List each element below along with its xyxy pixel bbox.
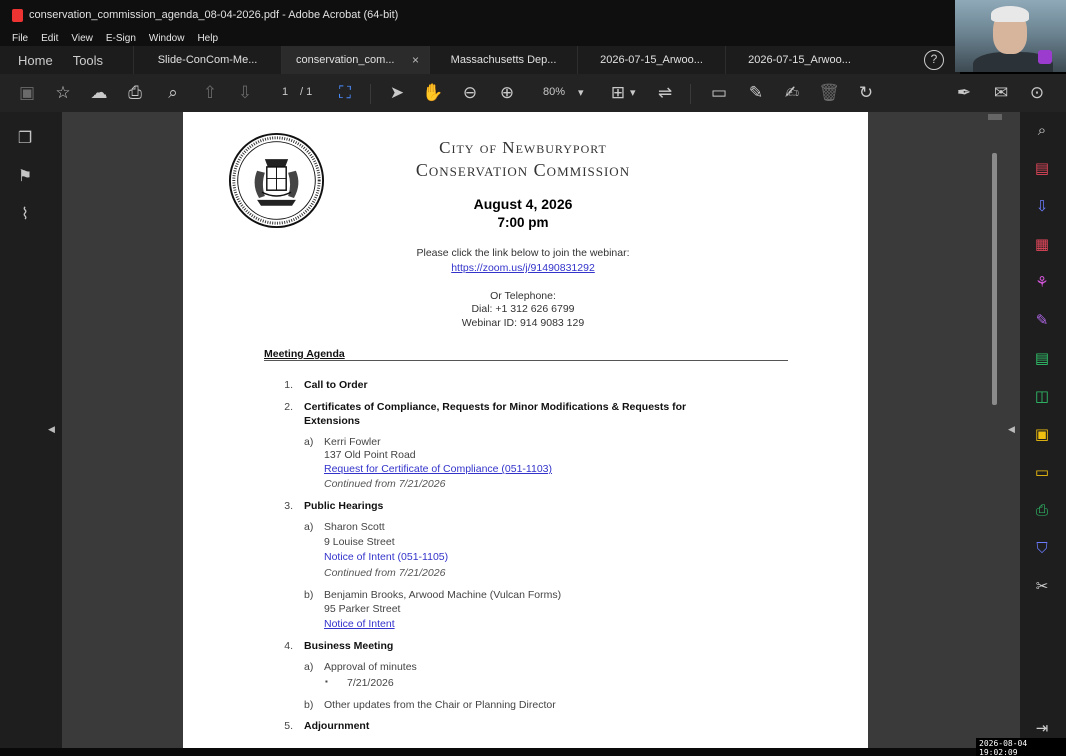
pdf-page — [183, 112, 868, 752]
sub-item-letter: b) — [304, 699, 314, 711]
search-tool-icon[interactable]: ⌕ — [1037, 122, 1047, 139]
org-name-line2: Conservation Commission — [415, 160, 631, 180]
agenda-item-title: Call to Order — [304, 379, 368, 391]
sub-item-letter: b) — [304, 589, 314, 601]
agenda-divider — [264, 360, 788, 361]
shield-icon[interactable]: ⛉ — [1036, 540, 1048, 557]
tab-label: conservation_com... — [296, 54, 395, 66]
menu-edit[interactable]: Edit — [41, 32, 59, 44]
comment-tool-icon[interactable]: ▭ — [1034, 464, 1050, 481]
more-tools-icon[interactable]: ✂ — [1035, 578, 1049, 595]
agenda-item-number: 5. — [284, 720, 293, 732]
create-pdf-icon[interactable]: ▤ — [1034, 160, 1050, 177]
or-telephone: Or Telephone: — [490, 290, 556, 302]
menu-window[interactable]: Window — [148, 32, 185, 44]
next-page-icon[interactable]: ⇩ — [237, 83, 253, 102]
title-bar — [0, 0, 960, 30]
scrolling-mode-icon[interactable]: ⇌ — [657, 83, 673, 102]
bookmarks-icon[interactable]: ⚑ — [17, 168, 33, 185]
menu-bar — [0, 30, 960, 46]
agenda-item-number: 4. — [284, 640, 293, 652]
continued-note: Continued from 7/21/2026 — [324, 567, 446, 579]
agenda-item-title-cont: Extensions — [304, 415, 361, 427]
tab-document-3[interactable]: Massachusetts Dep... — [429, 46, 577, 74]
zoom-search-icon[interactable]: ⌕ — [168, 83, 178, 102]
applicant-address: 137 Old Point Road — [324, 449, 416, 461]
webinar-link[interactable]: https://zoom.us/j/91490831292 — [451, 262, 595, 274]
help-icon[interactable]: ? — [924, 50, 944, 70]
collapse-left-icon[interactable]: ◀ — [48, 424, 55, 434]
continued-note: Continued from 7/21/2026 — [324, 478, 446, 490]
approval-of-minutes: Approval of minutes — [324, 661, 417, 673]
organize-pages-icon[interactable]: ▦ — [1034, 236, 1050, 253]
agenda-heading: Meeting Agenda — [264, 348, 345, 360]
compare-icon[interactable]: ◫ — [1034, 388, 1050, 405]
webcam-badge-icon — [1038, 50, 1052, 64]
agenda-item-title: Certificates of Compliance, Requests for Minor Modifications & Requests for — [304, 401, 687, 413]
meeting-time: 7:00 pm — [497, 215, 549, 230]
previous-page-icon[interactable]: ⇧ — [202, 83, 218, 102]
sub-item-letter: a) — [304, 521, 314, 533]
zoom-in-icon[interactable]: ⊕ — [499, 83, 515, 102]
export-pdf-icon[interactable]: ⇩ — [1035, 198, 1049, 215]
main-toolbar — [0, 74, 1066, 112]
vertical-scrollbar[interactable] — [992, 153, 997, 405]
page-fit-icon[interactable]: ⊞ — [610, 83, 626, 102]
other-updates: Other updates from the Chair or Planning Director — [324, 699, 556, 711]
acrobat-icon — [12, 9, 23, 22]
webinar-link-row — [333, 262, 713, 274]
tab-document-4[interactable]: 2026-07-15_Arwoo... — [577, 46, 725, 74]
zoom-dropdown-icon[interactable]: ▾ — [578, 87, 584, 99]
toolbar-separator — [690, 84, 691, 104]
page-total: / 1 — [300, 86, 313, 98]
applicant-address: 9 Louise Street — [324, 536, 395, 548]
tab-document-active[interactable] — [281, 46, 429, 74]
email-icon[interactable]: ✉ — [993, 83, 1009, 102]
page-thumbnails-icon[interactable]: ❐ — [17, 130, 33, 147]
applicant-name: Kerri Fowler — [324, 436, 381, 448]
zoom-level[interactable]: 80% — [543, 86, 566, 98]
window-title: conservation_commission_agenda_08-04-2026.pdf - Adobe Acrobat (64-bit) — [29, 9, 399, 21]
notice-of-intent-link[interactable]: Notice of Intent — [324, 618, 395, 630]
city-seal-logo — [228, 132, 325, 229]
bookmark-star-icon[interactable]: ☆ — [55, 83, 71, 102]
agenda-item-number: 2. — [284, 401, 293, 413]
agenda-item-title: Public Hearings — [304, 500, 384, 512]
protect-icon[interactable]: ▣ — [1034, 426, 1050, 443]
toolbar-separator — [370, 84, 371, 104]
menu-view[interactable]: View — [71, 32, 93, 44]
account-icon[interactable]: ⊙ — [1029, 83, 1045, 102]
webinar-prompt: Please click the link below to join the webinar: — [416, 247, 630, 259]
tab-tools[interactable]: Tools — [72, 52, 104, 68]
draw-icon[interactable]: ✍ — [784, 83, 800, 102]
comment-icon[interactable]: ▭ — [710, 83, 728, 102]
menu-help[interactable]: Help — [197, 32, 219, 44]
agenda-item-title: Business Meeting — [304, 640, 394, 652]
notice-of-intent-link[interactable]: Notice of Intent (051-1105) — [324, 551, 449, 563]
sign-icon[interactable]: ✒ — [956, 83, 972, 102]
tab-document-5[interactable]: 2026-07-15_Arwoo... — [725, 46, 873, 74]
marquee-zoom-icon[interactable]: ⛶ — [339, 83, 351, 102]
org-name-line1: City of Newburyport — [439, 138, 607, 157]
sub-item-letter: a) — [304, 661, 314, 673]
tab-bar — [0, 46, 960, 74]
agenda-item-number: 3. — [284, 500, 293, 512]
scrollbar-track-top — [988, 114, 1002, 120]
bottom-strip — [0, 748, 1066, 756]
menu-file[interactable]: File — [12, 32, 29, 44]
cloud-upload-icon[interactable]: ☁ — [90, 83, 108, 102]
print-icon[interactable]: ⎙ — [128, 83, 142, 102]
page-number-input[interactable]: 1 — [282, 86, 289, 98]
webcam-overlay — [955, 0, 1066, 72]
zoom-out-icon[interactable]: ⊖ — [462, 83, 478, 102]
applicant-address: 95 Parker Street — [324, 603, 401, 615]
attachments-icon[interactable]: ⌇ — [21, 206, 29, 223]
collapse-right-icon[interactable]: ◀ — [1008, 424, 1015, 434]
agenda-item-title: Adjournment — [304, 720, 370, 732]
fill-sign-icon[interactable]: ✎ — [1035, 312, 1049, 329]
minutes-date: 7/21/2026 — [347, 677, 394, 689]
print-production-icon[interactable]: ⎙ — [1035, 502, 1048, 519]
save-icon[interactable]: ▣ — [18, 83, 36, 102]
sub-item-letter: a) — [304, 436, 314, 448]
tab-document-1[interactable]: Slide-ConCom-Me... — [133, 46, 281, 74]
webinar-id: Webinar ID: 914 9083 129 — [461, 317, 585, 329]
certificate-link[interactable]: Request for Certificate of Compliance (051-1103) — [324, 463, 553, 475]
recording-timestamp: 2026-08-04 19:02:09 — [976, 738, 1066, 756]
delete-icon[interactable]: 🗑 — [818, 83, 840, 102]
dial-number: Dial: +1 312 626 6799 — [471, 303, 575, 315]
applicant-name: Sharon Scott — [324, 521, 385, 533]
edit-pdf-icon[interactable]: ▤ — [1034, 350, 1050, 367]
webcam-person-hair — [991, 6, 1029, 22]
meeting-date: August 4, 2026 — [473, 196, 573, 212]
right-tools-panel — [1020, 112, 1066, 748]
highlight-pen-icon[interactable]: ✎ — [748, 83, 764, 102]
tab-home[interactable]: Home — [18, 52, 53, 68]
agenda-item-number: 1. — [284, 379, 293, 391]
bullet-icon: ▪ — [325, 677, 328, 686]
share-icon[interactable]: ⚘ — [1035, 274, 1049, 291]
menu-esign[interactable]: E-Sign — [105, 32, 136, 44]
hand-tool-icon[interactable]: ✋ — [422, 83, 444, 102]
applicant-name: Benjamin Brooks, Arwood Machine (Vulcan Forms) — [324, 589, 562, 601]
rotate-icon[interactable]: ↻ — [858, 83, 874, 102]
left-navigation-rail — [0, 112, 62, 748]
select-pointer-icon[interactable]: ➤ — [389, 83, 405, 102]
page-fit-dropdown-icon[interactable]: ▾ — [630, 87, 636, 99]
close-tab-icon[interactable]: × — [412, 53, 420, 67]
expand-panel-icon[interactable]: ⇥ — [1035, 720, 1049, 737]
